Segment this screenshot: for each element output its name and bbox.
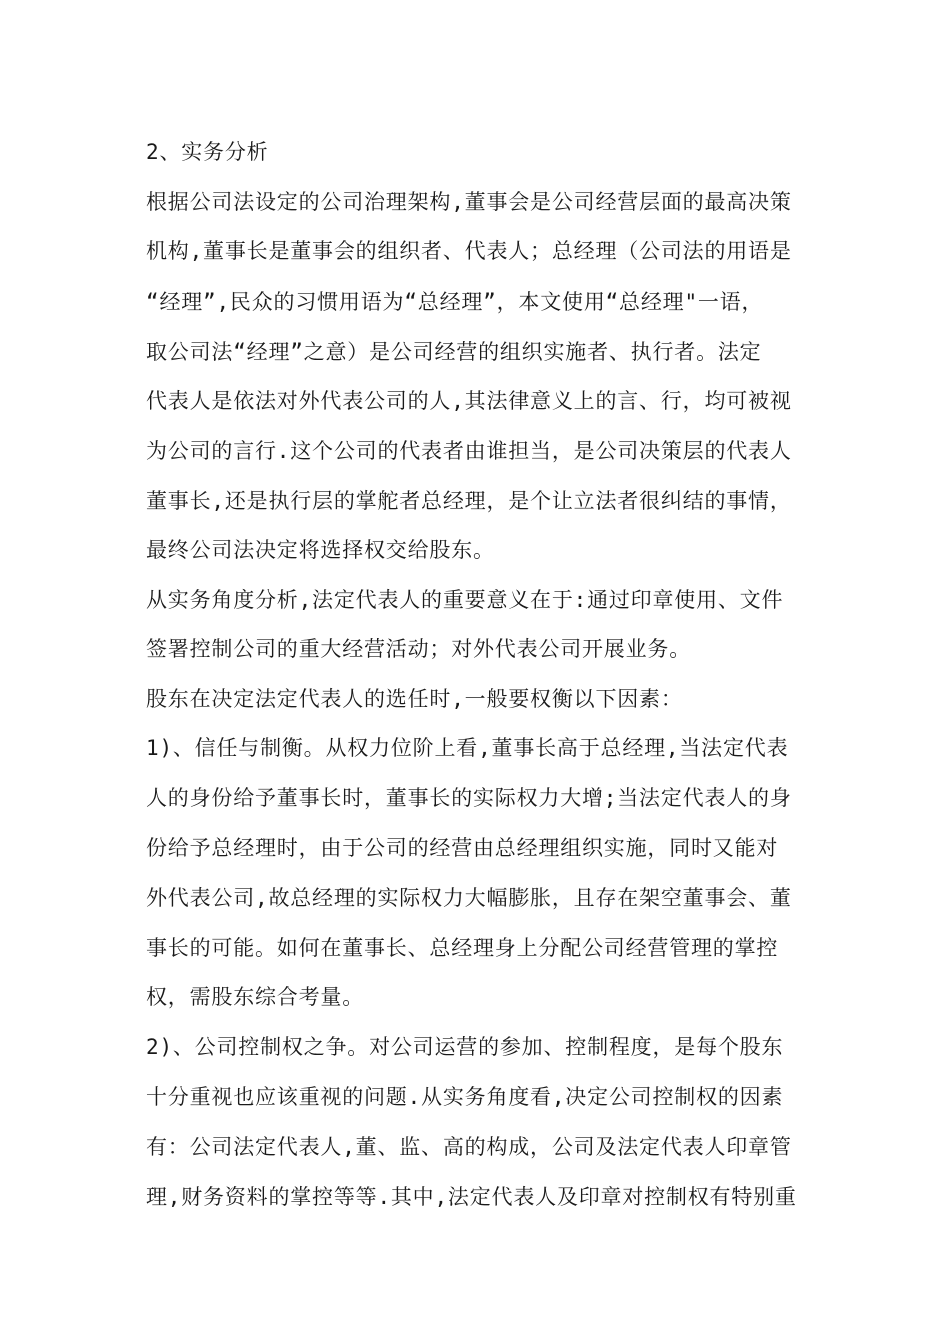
paragraph-line: 签署控制公司的重大经营活动；对外代表公司开展业务。 [146, 637, 691, 661]
paragraph-line: 理,财务资料的掌控等等.其中,法定代表人及印章对控制权有特别重 [146, 1185, 797, 1209]
paragraph-line: 机构,董事长是董事会的组织者、代表人；总经理（公司法的用语是 [146, 239, 792, 263]
paragraph-line: 十分重视也应该重视的问题.从实务角度看,决定公司控制权的因素 [146, 1085, 784, 1109]
paragraph-line: 外代表公司,故总经理的实际权力大幅膨胀，且存在架空董事会、董 [146, 886, 792, 910]
paragraph-line: 为公司的言行.这个公司的代表者由谁担当，是公司决策层的代表人 [146, 439, 792, 463]
paragraph-line: 事长的可能。如何在董事长、总经理身上分配公司经营管理的掌控 [146, 936, 779, 960]
paragraph-line: 从实务角度分析,法定代表人的重要意义在于:通过印章使用、文件 [146, 588, 784, 612]
paragraph-line: 2)、公司控制权之争。对公司运营的参加、控制程度，是每个股东 [146, 1035, 784, 1059]
section-heading: 2、实务分析 [146, 140, 269, 164]
paragraph-line: 取公司法“经理”之意）是公司经营的组织实施者、执行者。法定 [146, 340, 762, 364]
paragraph-line: 股东在决定法定代表人的选任时,一般要权衡以下因素： [146, 687, 683, 711]
paragraph-line: 人的身份给予董事长时，董事长的实际权力大增;当法定代表人的身 [146, 786, 792, 810]
paragraph-line: 最终公司法决定将选择权交给股东。 [146, 538, 495, 562]
paragraph-line: 份给予总经理时，由于公司的经营由总经理组织实施，同时又能对 [146, 836, 779, 860]
paragraph-line: 1)、信任与制衡。从权力位阶上看,董事长高于总经理,当法定代表 [146, 736, 789, 760]
paragraph-line: “经理”,民众的习惯用语为“总经理”，本文使用“总经理"一语， [146, 290, 764, 314]
paragraph-line: 代表人是依法对外代表公司的人,其法律意义上的言、行，均可被视 [146, 389, 792, 413]
paragraph-line: 权，需股东综合考量。 [146, 985, 364, 1009]
paragraph-line: 有：公司法定代表人,董、监、高的构成，公司及法定代表人印章管 [146, 1135, 792, 1159]
paragraph-line: 根据公司法设定的公司治理架构,董事会是公司经营层面的最高决策 [146, 190, 792, 214]
paragraph-line: 董事长,还是执行层的掌舵者总经理，是个让立法者很纠结的事情， [146, 489, 792, 513]
